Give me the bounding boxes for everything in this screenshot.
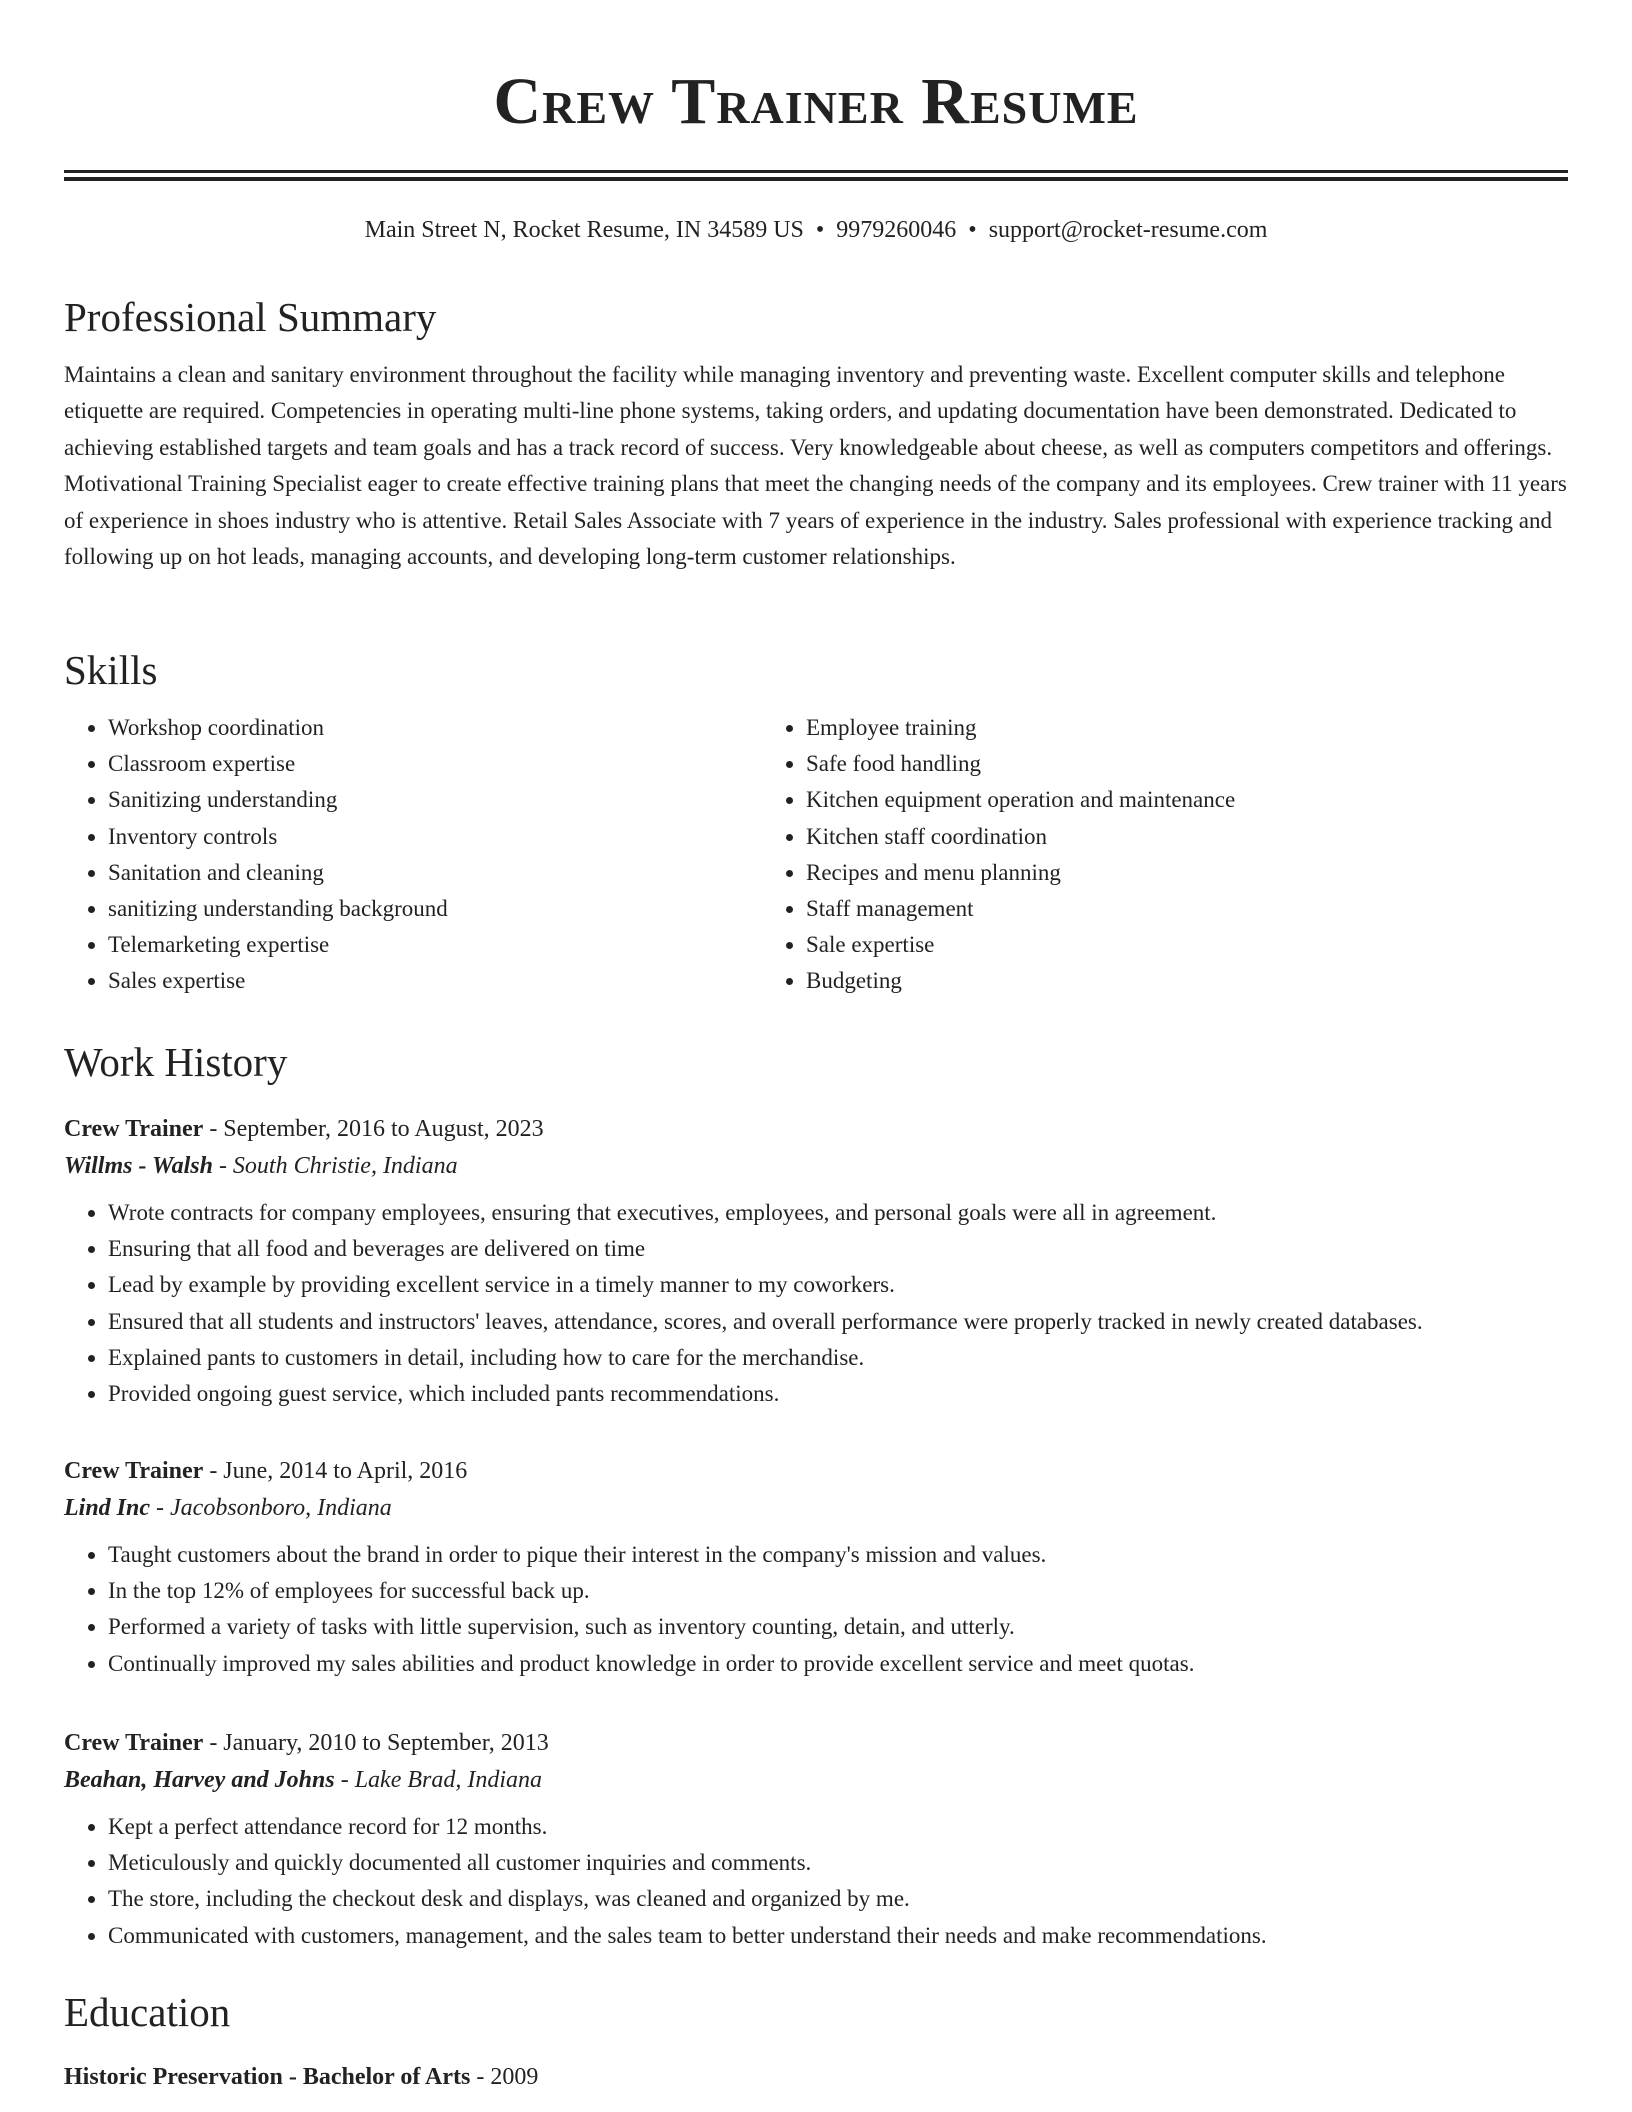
- job-bullet: • Meticulously and quickly documented all customer inquiries and comments.: [108, 1845, 1568, 1881]
- job-entry: [64, 1453, 1568, 1682]
- skill-item: • Recipes and menu planning: [806, 855, 1568, 891]
- skill-item: • Safe food handling: [806, 746, 1568, 782]
- skill-item: • Sanitation and cleaning: [108, 855, 762, 891]
- job-bullet: • In the top 12% of employees for successful back up.: [108, 1573, 1568, 1609]
- education-year: - 2009: [470, 2064, 539, 2090]
- summary-text: Maintains a clean and sanitary environment throughout the facility while managing inventory and preventing waste. Excellent computer skills and telephone etiquette are required. Competencies in operating multi-line phone systems, taking orders, and updating documentation have been demonstrated. Dedicated to achieving established targets and team goals and has a track record of success. Very knowledgeable about cheese, as well as computers competitors and offerings. Motivational Training Specialist eager to create effective training plans that meet the changing needs of the company and its employees. Crew trainer with 11 years of experience in shoes industry who is attentive. Retail Sales Associate with 7 years of experience in the industry. Sales professional with experience tracking and following up on hot leads, managing accounts, and developing long-term customer relationships.: [64, 362, 1567, 570]
- job-title: Crew Trainer: [64, 1458, 204, 1484]
- skill-item: • Employee training: [806, 710, 1568, 746]
- skill-item: • Sanitizing understanding: [108, 782, 762, 818]
- job-bullet: • Kept a perfect attendance record for 12 months.: [108, 1809, 1568, 1845]
- job-bullet: • Wrote contracts for company employees, ensuring that executives, employees, and personal goals were all in agreement.: [108, 1195, 1568, 1231]
- skill-item: • sanitizing understanding background: [108, 891, 762, 927]
- job-title: Crew Trainer: [64, 1116, 204, 1142]
- job-company-line: [64, 1147, 1568, 1185]
- job-company-line: [64, 1761, 1568, 1799]
- job-company: Lind Inc: [64, 1495, 151, 1521]
- skill-item: • Classroom expertise: [108, 746, 762, 782]
- skills-section: [64, 645, 1568, 1000]
- job-entry: [64, 1111, 1568, 1412]
- resume-title: Crew Trainer Resume: [493, 65, 1139, 138]
- job-bullet: • The store, including the checkout desk and displays, was cleaned and organized by me.: [108, 1881, 1568, 1917]
- education-entry: [64, 2059, 1568, 2095]
- job-dates: - September, 2016 to August, 2023: [203, 1116, 544, 1142]
- job-bullet: • Performed a variety of tasks with little supervision, such as inventory counting, detain, and utterly.: [108, 1609, 1568, 1645]
- skills-list-right: [762, 710, 1568, 1000]
- skill-item: • Budgeting: [806, 963, 1568, 999]
- skills-grid: [64, 710, 1568, 1000]
- job-bullet: • Provided ongoing guest service, which included pants recommendations.: [108, 1376, 1568, 1412]
- skill-item: • Telemarketing expertise: [108, 927, 762, 963]
- skill-item: • Sales expertise: [108, 963, 762, 999]
- skill-item: • Kitchen equipment operation and maintenance: [806, 782, 1568, 818]
- contact-address: Main Street N, Rocket Resume, IN 34589 US: [364, 217, 804, 243]
- job-location: - Lake Brad, Indiana: [334, 1767, 543, 1793]
- contact-phone: 9979260046: [836, 217, 957, 243]
- job-bullet: • Communicated with customers, management, and the sales team to better understand their needs and make recommendations.: [108, 1918, 1568, 1954]
- job-title-line: [64, 1453, 1568, 1489]
- contact-separator: •: [815, 217, 825, 243]
- contact-line: [64, 215, 1568, 245]
- work-heading: Work History: [64, 1039, 288, 1085]
- education-section: [64, 1987, 1568, 2095]
- job-company-line: [64, 1489, 1568, 1527]
- contact-separator: •: [968, 217, 977, 243]
- job-bullets: [64, 1537, 1568, 1682]
- job-bullet: • Explained pants to customers in detail, including how to care for the merchandise.: [108, 1340, 1568, 1376]
- job-title-line: [64, 1725, 1568, 1761]
- job-bullet: • Taught customers about the brand in order to pique their interest in the company's mission and values.: [108, 1537, 1568, 1573]
- job-bullet: • Ensured that all students and instructors' leaves, attendance, scores, and overall performance were properly tracked in newly created databases.: [108, 1304, 1568, 1340]
- skill-item: • Inventory controls: [108, 819, 762, 855]
- job-company: Willms - Walsh: [64, 1153, 213, 1179]
- job-location: - Jacobsonboro, Indiana: [150, 1495, 392, 1521]
- job-bullet: • Continually improved my sales abilities and product knowledge in order to provide excellent service and meet quotas.: [108, 1646, 1568, 1682]
- work-section: [64, 1037, 1568, 1087]
- job-bullet: • Lead by example by providing excellent service in a timely manner to my coworkers.: [108, 1267, 1568, 1303]
- job-bullet: • Ensuring that all food and beverages are delivered on time: [108, 1231, 1568, 1267]
- education-heading: Education: [64, 1989, 231, 2035]
- job-location: - South Christie, Indiana: [212, 1153, 458, 1179]
- title-divider: [64, 170, 1568, 181]
- job-dates: - January, 2010 to September, 2013: [203, 1730, 549, 1756]
- summary-heading: Professional Summary: [64, 294, 437, 340]
- job-company: Beahan, Harvey and Johns: [64, 1767, 335, 1793]
- job-title-line: [64, 1111, 1568, 1147]
- summary-section: [64, 292, 1568, 575]
- skill-item: • Staff management: [806, 891, 1568, 927]
- skills-list-left: [64, 710, 762, 1000]
- education-degree: Historic Preservation - Bachelor of Arts: [64, 2064, 471, 2090]
- skills-heading: Skills: [64, 647, 158, 693]
- job-dates: - June, 2014 to April, 2016: [203, 1458, 468, 1484]
- job-bullets: [64, 1195, 1568, 1412]
- job-bullets: [64, 1809, 1568, 1954]
- contact-email: support@rocket-resume.com: [988, 217, 1268, 243]
- skill-item: • Workshop coordination: [108, 710, 762, 746]
- job-title: Crew Trainer: [64, 1730, 204, 1756]
- skill-item: • Sale expertise: [806, 927, 1568, 963]
- job-entry: [64, 1725, 1568, 1954]
- skill-item: • Kitchen staff coordination: [806, 819, 1568, 855]
